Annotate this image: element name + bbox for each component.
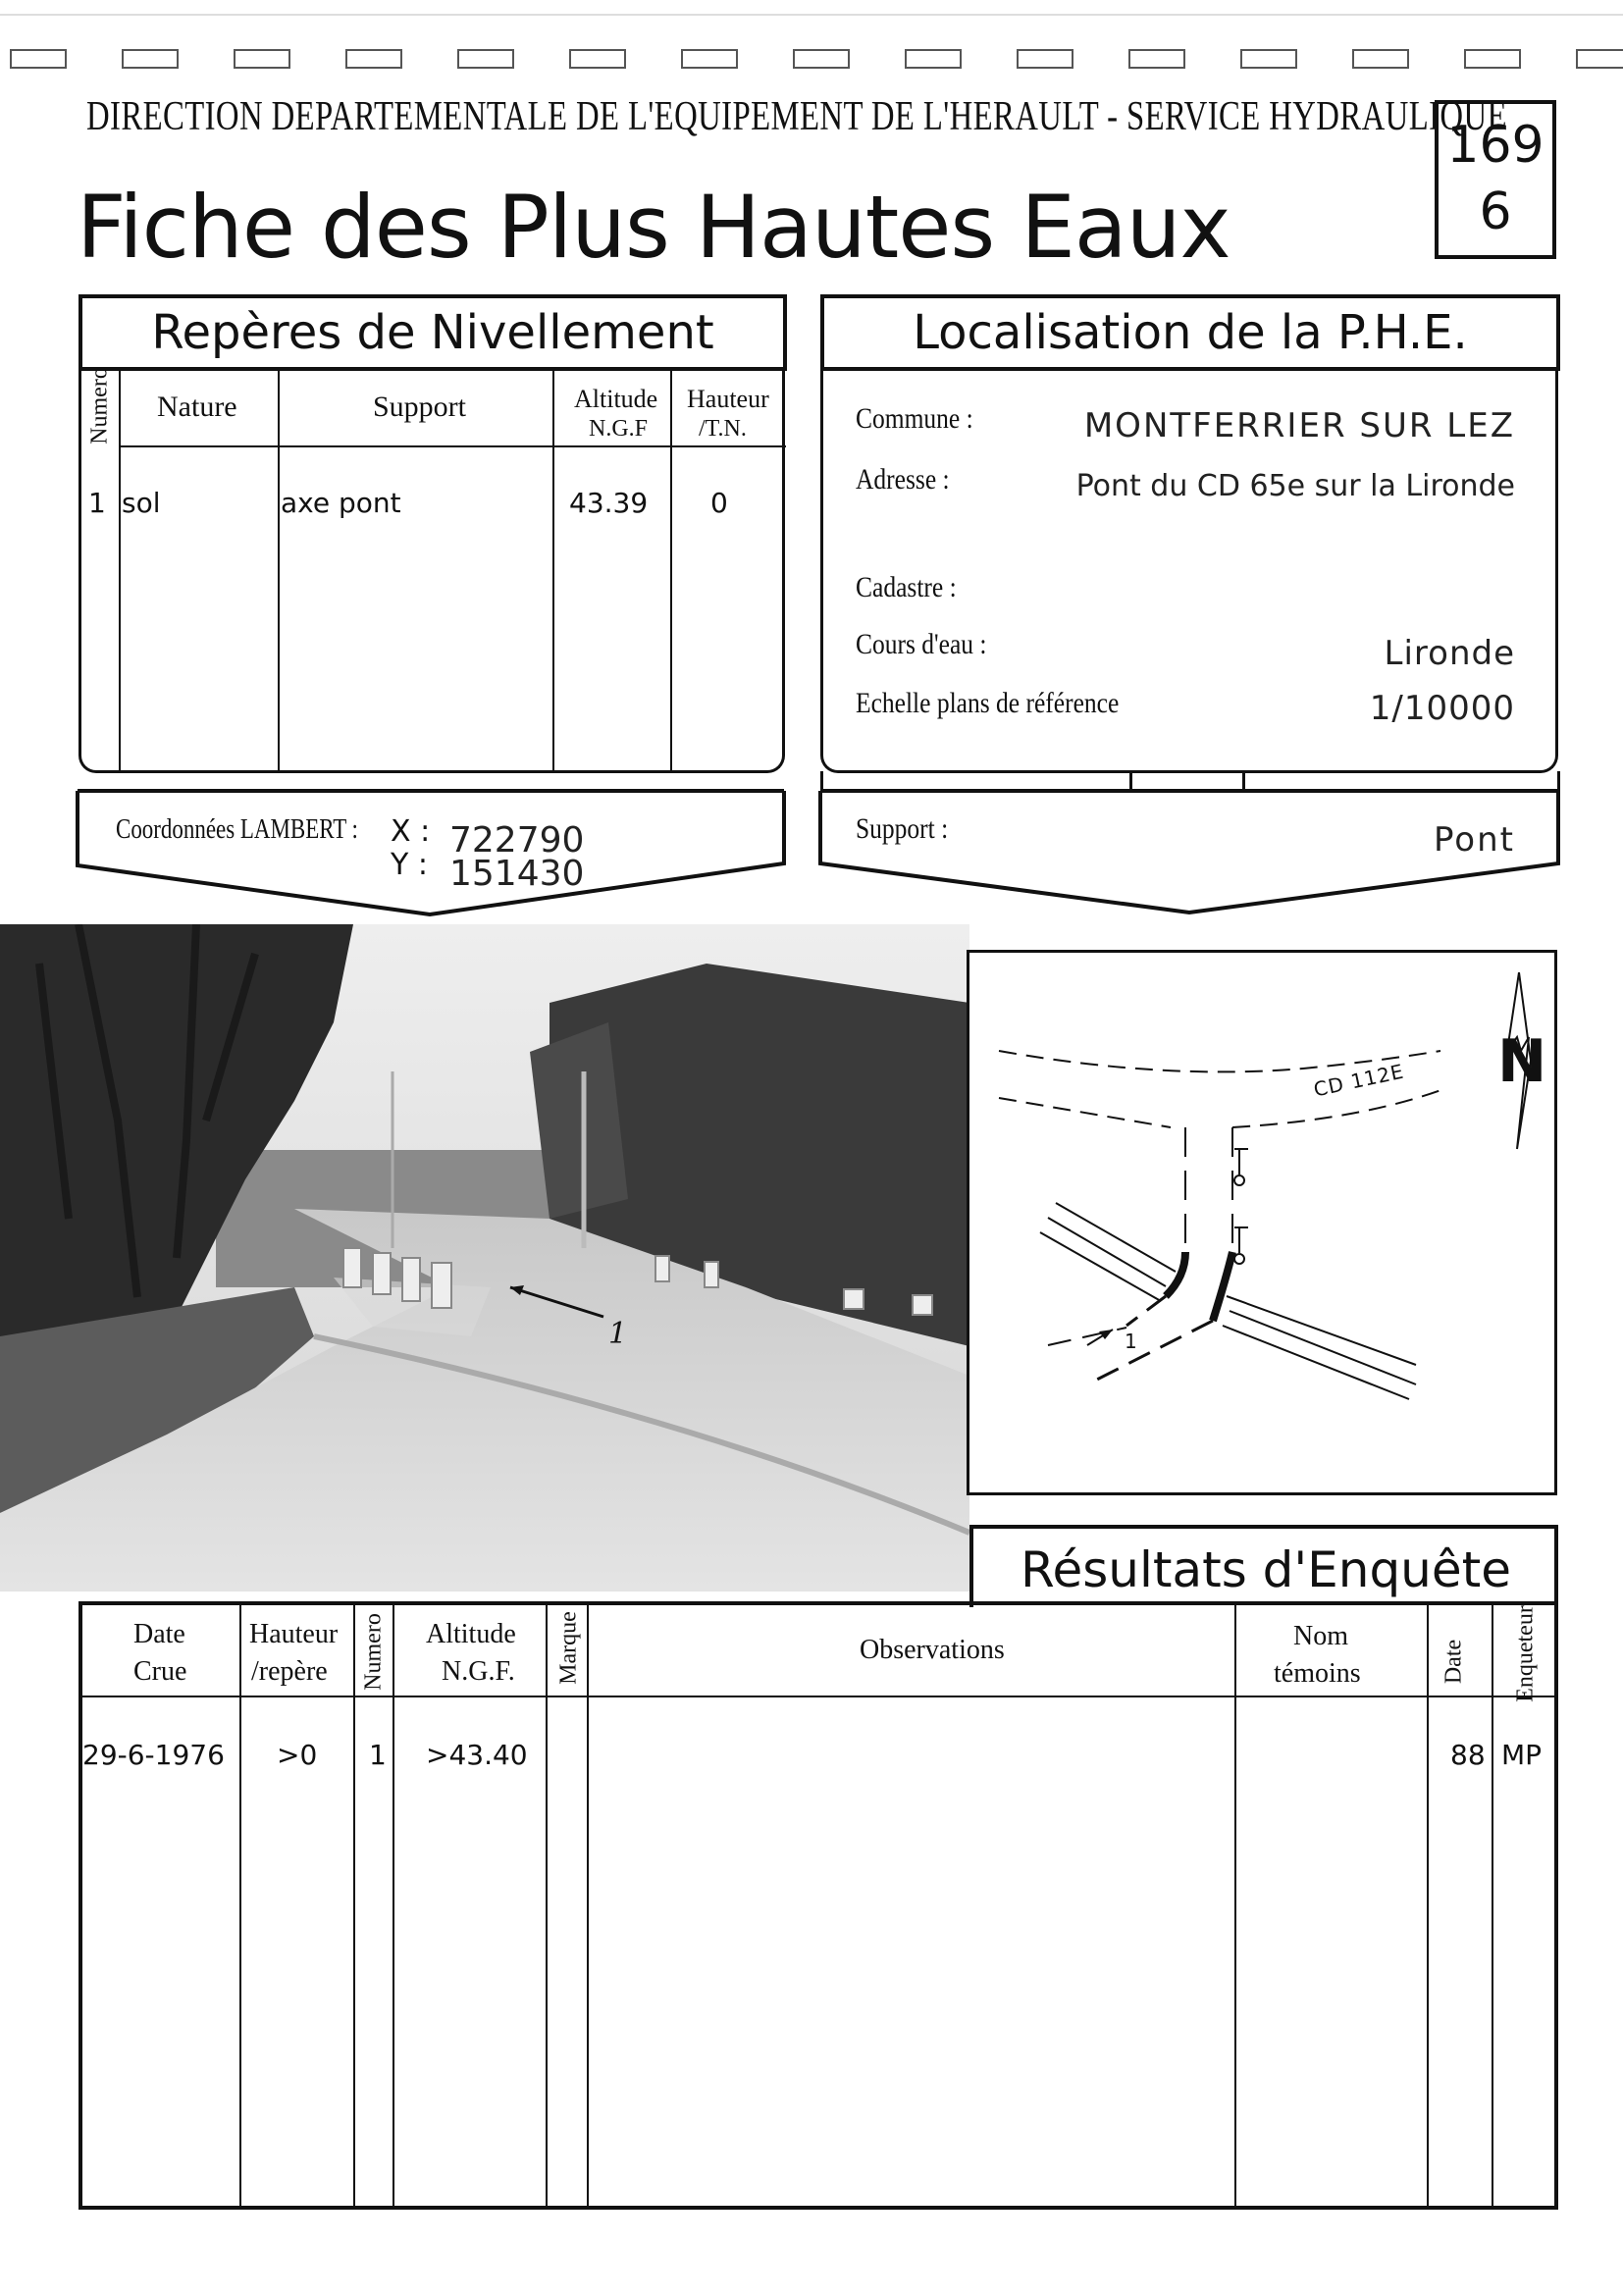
result-row-numero: 1 — [369, 1739, 387, 1771]
plan-road-label: CD 112E — [1311, 1059, 1407, 1102]
repere-row-nature: sol — [122, 487, 161, 519]
north-arrow-icon: N — [1497, 1027, 1547, 1096]
support-value: Pont — [1434, 820, 1515, 860]
page-title: Fiche des Plus Hautes Eaux — [77, 177, 1230, 278]
col-date: Date — [133, 1619, 185, 1649]
localisation-title: Localisation de la P.H.E. — [820, 294, 1560, 371]
fiche-id-top: 169 — [1446, 116, 1544, 175]
repere-row-altitude: 43.39 — [569, 487, 649, 519]
x-label: X : — [391, 814, 431, 849]
department-header: DIRECTION DEPARTEMENTALE DE L'EQUIPEMENT DE L'HERAULT - SERVICE HYDRAULIQUE — [86, 94, 1507, 139]
echelle-label: Echelle plans de référence — [856, 687, 1120, 719]
cadastre-label: Cadastre : — [856, 571, 957, 603]
col-hauteur: Hauteur — [687, 385, 769, 413]
result-row-date: 29-6-1976 — [82, 1739, 225, 1771]
col-repere: /repère — [251, 1656, 328, 1687]
col-altitude-ngf: N.G.F — [589, 416, 649, 442]
adresse-value: Pont du CD 65e sur la Lironde — [1075, 469, 1515, 503]
adresse-label: Adresse : — [856, 463, 950, 496]
repere-row-numero: 1 — [88, 487, 106, 519]
coords-label: Coordonnées LAMBERT : — [116, 814, 358, 845]
x-value: 722790 — [449, 820, 585, 861]
cours-value: Lironde — [1384, 634, 1515, 673]
fiche-id-box — [1435, 100, 1556, 259]
col-numero: Numero — [86, 367, 113, 444]
plan-marker: 1 — [1125, 1330, 1137, 1353]
result-row-altitude: >43.40 — [426, 1739, 528, 1771]
col-hauteur-tn: /T.N. — [699, 416, 747, 442]
result-row-date-enquete: 88 — [1450, 1739, 1486, 1771]
location-plan — [967, 950, 1557, 1495]
col-hauteur-res: Hauteur — [249, 1619, 339, 1649]
col-observations: Observations — [860, 1635, 1005, 1665]
col-nature: Nature — [157, 391, 237, 423]
photo-marker: 1 — [608, 1317, 628, 1351]
resultats-table — [79, 1601, 1558, 2210]
repere-row-support: axe pont — [281, 487, 401, 519]
result-row-enqueteur: MP — [1501, 1739, 1543, 1771]
col-date-enquete: Date — [1440, 1639, 1467, 1685]
col-support: Support — [373, 391, 467, 423]
y-value: 151430 — [449, 854, 585, 894]
col-crue: Crue — [133, 1656, 187, 1687]
col-numero-res: Numero — [360, 1613, 387, 1691]
col-marque: Marque — [555, 1611, 582, 1685]
echelle-value: 1/10000 — [1369, 689, 1515, 728]
binder-holes — [0, 49, 1623, 73]
reperes-title: Repères de Nivellement — [79, 294, 787, 371]
col-enqueteur: Enqueteur — [1512, 1605, 1539, 1702]
coords-pennant — [75, 785, 791, 922]
repere-row-hauteur: 0 — [710, 487, 728, 519]
y-label: Y : — [391, 848, 428, 882]
col-altitude: Altitude — [574, 385, 658, 413]
col-altitude-res: Altitude — [426, 1619, 516, 1649]
support-label: Support : — [856, 812, 949, 845]
commune-label: Commune : — [856, 402, 973, 435]
commune-value: MONTFERRIER SUR LEZ — [1083, 406, 1515, 445]
top-edge — [0, 14, 1623, 16]
col-altitude-ngf-res: N.G.F. — [442, 1656, 515, 1687]
col-temoins: témoins — [1274, 1658, 1361, 1689]
site-photo — [0, 924, 969, 1592]
result-row-hauteur: >0 — [277, 1739, 318, 1771]
reperes-table — [79, 371, 785, 773]
col-nom: Nom — [1293, 1621, 1348, 1651]
resultats-title: Résultats d'Enquête — [1021, 1541, 1511, 1598]
cours-label: Cours d'eau : — [856, 628, 987, 660]
fiche-id-bottom: 6 — [1479, 183, 1512, 241]
